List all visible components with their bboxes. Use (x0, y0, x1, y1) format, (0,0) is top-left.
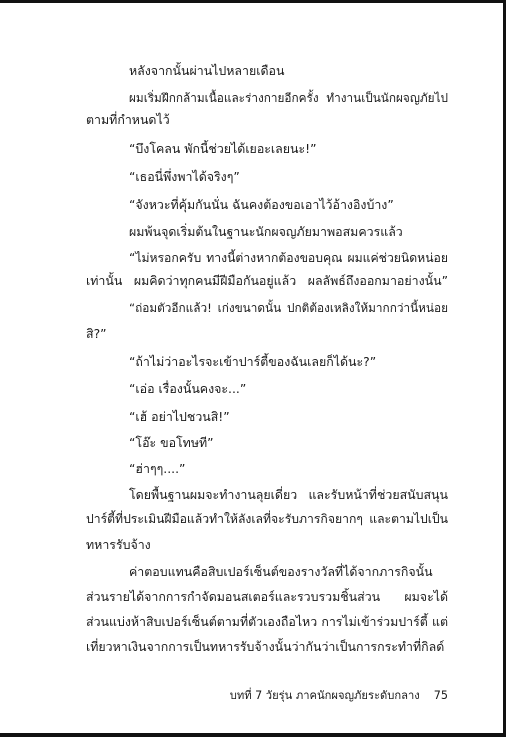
paragraph-line: ผมเริ่มฝึกกล้ามเนื้อและร่างกายอีกครั้ง ทำงานเป็นนักผจญภัยไป (129, 91, 448, 105)
paragraph-line: โดยพื้นฐานผมจะทำงานลุยเดี่ยว และรับหน้าที่ช่วยสนับสนุน (129, 487, 448, 502)
paragraph-line: หลังจากนั้นผ่านไปหลายเดือน (129, 63, 285, 78)
paragraph-line: ส่วนรายได้จากการกำจัดมอนสเตอร์และรวบรวมชิ้นส่วน ผมจะได้ (86, 589, 448, 604)
paragraph-line: ทหารรับจ้าง (86, 537, 151, 552)
dialogue-line: “ถ่อมตัวอีกแล้ว! เก่งขนาดนั้น ปกติต้องเหลิงให้มากกว่านี้หน่อย (129, 301, 448, 315)
paragraph-line: ผมพ้นจุดเริ่มต้นในฐานะนักผจญภัยมาพอสมควรแล้ว (129, 224, 403, 239)
chapter-title: บทที่ 7 วัยรุ่น ภาคนักผจญภัยระดับกลาง (229, 689, 420, 702)
dialogue-line: “เธอนี่พึ่งพาได้จริงๆ” (129, 169, 240, 184)
dialogue-line: “จังหวะที่คุ้มกันนั่น ฉันคงต้องขอเอาไว้อ้างอิงบ้าง” (129, 197, 394, 212)
paragraph-line: ส่วนแบ่งห้าสิบเปอร์เซ็นต์ตามที่ตัวเองถือไหว การไม่เข้าร่วมปาร์ตี้ แต่ (86, 614, 448, 629)
dialogue-line: “โอ๊ะ ขอโทษที” (129, 435, 214, 450)
dialogue-line: “เฮ้ อย่าไปชวนสิ!” (129, 409, 230, 424)
paragraph-line: ปาร์ตี้ที่ประเมินฝีมือแล้วทำให้ลังเลที่จะรับภารกิจยากๆ และตามไปเป็น (86, 512, 448, 526)
dialogue-line: “ถ้าไม่ว่าอะไรจะเข้าปาร์ตี้ของฉันเลยก็ได้นะ?” (129, 354, 377, 369)
top-border (0, 0, 506, 3)
dialogue-line: “เอ่อ เรื่องนั้นคงจะ...” (129, 381, 247, 396)
dialogue-line: เท่านั้น ผมคิดว่าทุกคนมีฝีมือกันอยู่แล้ว ผลลัพธ์ถึงออกมาอย่างนั้น” (86, 273, 448, 288)
page-number: 75 (433, 689, 448, 702)
dialogue-line: สิ?” (86, 326, 107, 341)
dialogue-line: “ไม่หรอกครับ ทางนี้ต่างหากต้องขอบคุณ ผมแค่ช่วยนิดหน่อย (129, 251, 448, 265)
paragraph-line: เที่ยวหาเงินจากการเป็นทหารรับจ้างนั้นว่ากันว่าเป็นการกระทำที่กิลด์ (86, 639, 445, 654)
page-footer (86, 686, 448, 704)
bottom-border (0, 733, 506, 737)
dialogue-line: “บึงโคลน พักนี้ช่วยได้เยอะเลยนะ!” (129, 141, 317, 156)
paragraph-line: ตามที่กำหนดไว้ (86, 112, 170, 127)
dialogue-line: “ฮ่าๆๆ....” (129, 461, 186, 476)
paragraph-line: ค่าตอบแทนคือสิบเปอร์เซ็นต์ของรางวัลที่ได้จากภารกิจนั้น (129, 564, 433, 579)
